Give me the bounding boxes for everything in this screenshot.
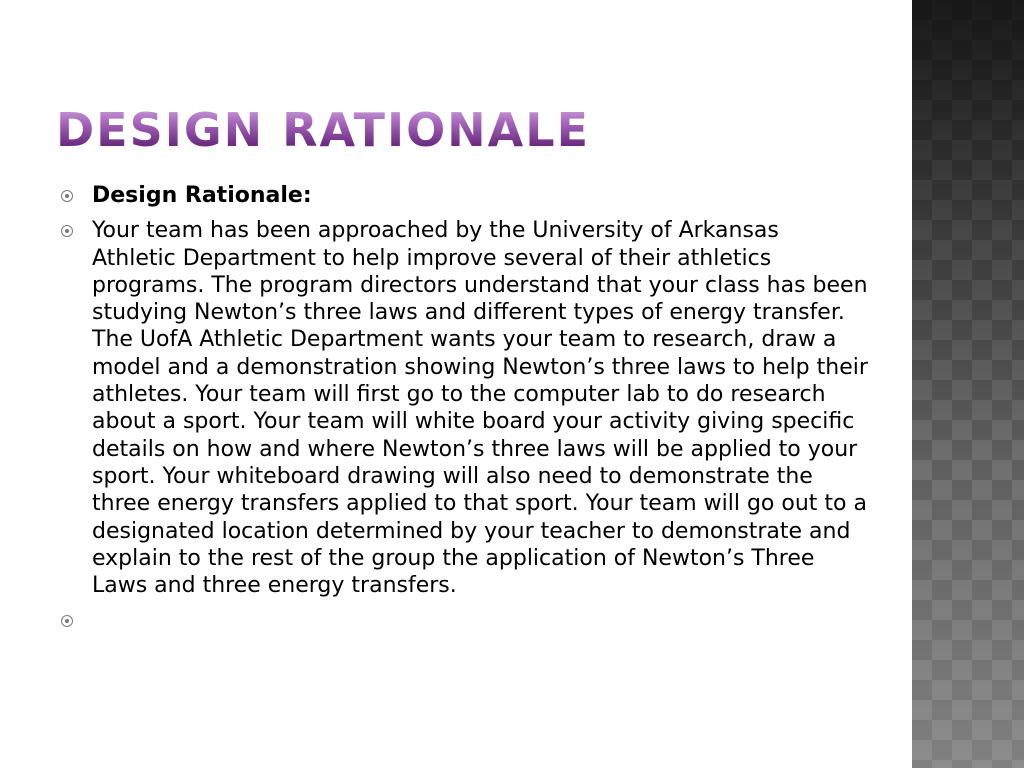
bullet-text: Your team has been approached by the University of Arkansas Athletic Department to help improve several of their athletics programs. The program directors understand that your class has been studying Newton’s three laws and different types of energy transfer. The UofA Athletic Department wants your team to research, draw a model and a demonstration showing Newton’s three laws to help their athletes. Your team will first go to the computer lab to do research about a sport. Your team will white board your activity giving specific details on how and where Newton’s three laws will be applied to your sport. Your whiteboard drawing will also need to demonstrate the three energy transfers applied to that sport. Your team will go out to a designated location determined by your teacher to demonstrate and explain to the rest of the group the application of Newton’s Three Laws and three energy transfers. [92, 218, 868, 599]
bullet-item-empty [58, 607, 868, 634]
circled-dot-bullet-icon [61, 225, 73, 237]
circled-dot-bullet-icon [61, 615, 73, 627]
bullet-item-body [58, 217, 868, 599]
bullet-list [58, 182, 868, 642]
bullet-text: Design Rationale: [92, 183, 312, 208]
bullet-item-heading [58, 182, 868, 209]
slide-title: DESIGN RATIONALE [56, 100, 590, 160]
decorative-side-panel [912, 0, 1024, 768]
circled-dot-bullet-icon [61, 190, 73, 202]
